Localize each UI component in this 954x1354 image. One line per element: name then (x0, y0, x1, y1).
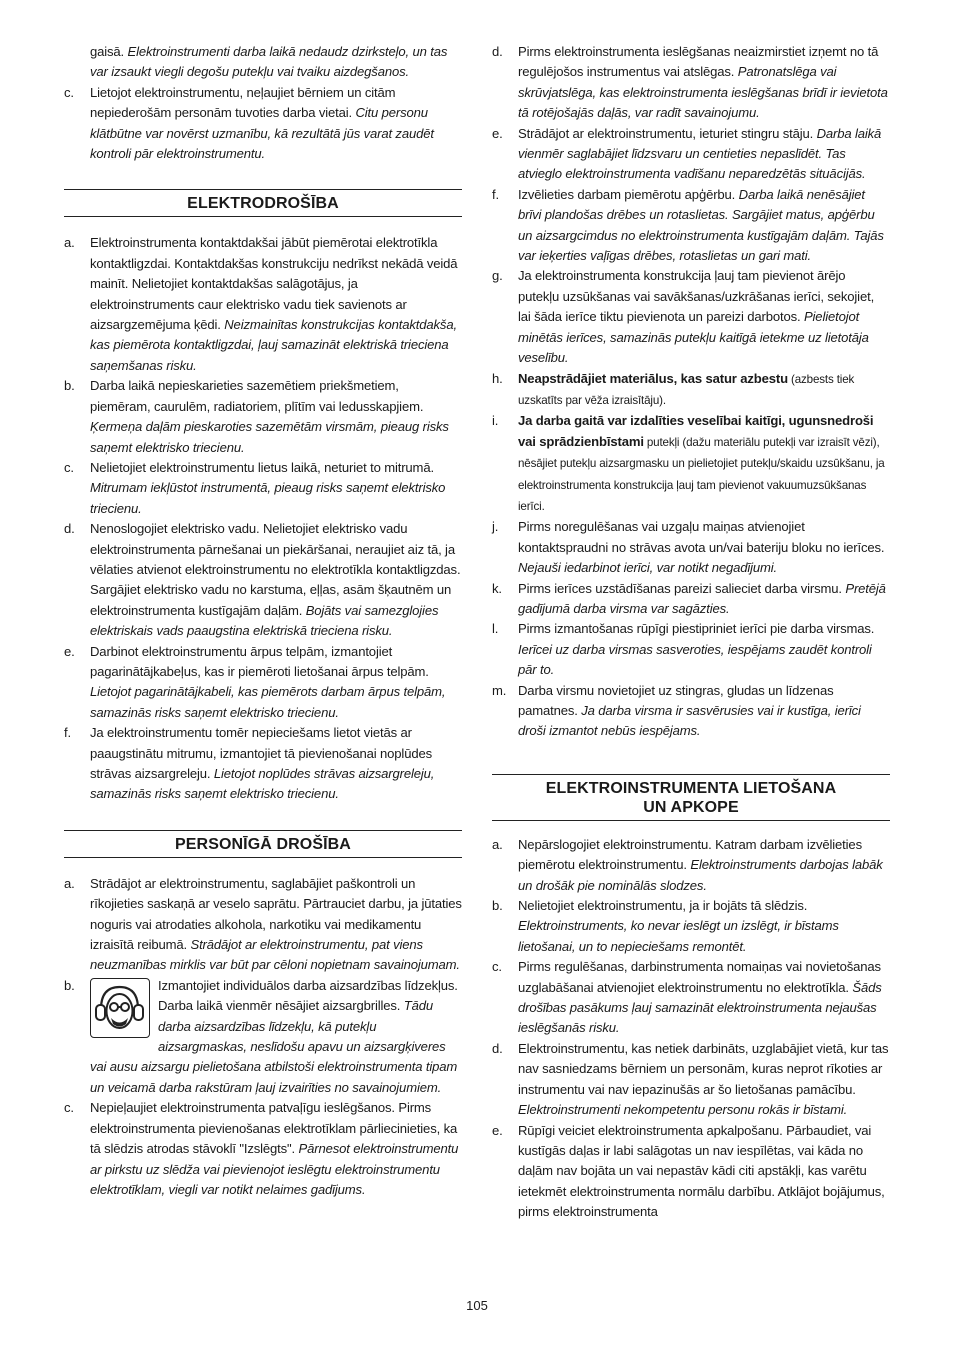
item-text: Pirms regulēšanas, darbinstrumenta nomaiņas vai novietošanas uzglabāšanai atvienojiet elektroinstrumentu no elektrotīkla. (518, 959, 881, 995)
item-label: d. (64, 521, 75, 537)
item-label: a. (492, 836, 503, 852)
item-label: b. (64, 977, 75, 993)
item-italic-text: Nejauši iedarbinot ierīci, var notikt negadījumi. (518, 560, 778, 576)
item-bold-text: Ja darba gaitā var izdalīties veselībai kaitīgi, ugunsnedroši vai sprādzienbīstami (518, 413, 874, 449)
item-label: f. (492, 186, 499, 202)
item-label: i. (492, 413, 499, 429)
item-label: b. (64, 378, 75, 394)
intro-italic-text: Elektroinstrumenti darba laikā nedaudz dzirksteļo, un tas var izsaukt viegli degošu putekļu vai tvaiku aizdegšanos. (90, 44, 448, 80)
item-label: a. (64, 875, 75, 891)
item-label: e. (492, 125, 503, 141)
list-item (64, 519, 462, 641)
item-label: c. (64, 1100, 74, 1116)
item-italic-text: Elektroinstruments darbojas labāk un drošāk pie nominālās slodzes. (518, 857, 883, 893)
item-text: Nelietojiet elektroinstrumentu, ja ir bojāts tā slēdzis. (518, 898, 808, 914)
electrical-list (64, 233, 462, 804)
list-item (492, 579, 890, 620)
item-text: Darba virsmu novietojiet uz stingras, gludas un līdzenas pamatnes. (518, 682, 834, 718)
list-item (492, 1039, 890, 1121)
item-small-text: putekļi (dažu materiālu putekļi var izraisīt vēzi), nēsājiet putekļu aizsargmasku un pielietojiet putekļu/skaidu uzsūkšanu, ja elektroinstrumenta konstrukcija ļauj tam pievienot vakuumuzsūkšanas ierīci. (518, 435, 885, 513)
item-label: m. (492, 682, 507, 698)
item-italic-text: Elektroinstrumenti nekompetentu personu rokās ir bīstami. (518, 1102, 848, 1118)
item-text: Strādājot ar elektroinstrumentu, saglabājiet paškontroli un rīkojieties saskaņā ar veselo saprātu. Pārtrauciet darbu, ja jūtaties noguris vai atrodaties alkohola, narkotiku vai medikamentu izraisītā reibumā. (90, 875, 462, 953)
item-text: Nelietojiet elektroinstrumentu lietus laikā, neturiet to mitrumā. (90, 459, 434, 475)
item-italic-text: Ierīcei uz darba virsmas sasveroties, iespējams zaudēt kontroli pār to. (518, 641, 872, 678)
list-item (492, 957, 890, 1039)
item-label: c. (492, 959, 502, 975)
intro-paragraph (64, 42, 462, 83)
item-text: Lietojot elektroinstrumentu, neļaujiet bērniem un citām nepiederošām personām tuvoties darba vietai. (90, 84, 396, 121)
item-italic-text: Citu personu klātbūtne var novērst uzmanību, kā rezultātā jūs varat zaudēt kontroli pār elektroinstrumentu. (90, 105, 434, 162)
item-text: Pirms ierīces uzstādīšanas pareizi salieciet darba virsmu. (518, 580, 846, 596)
item-text: Strādājot ar elektroinstrumentu, ieturiet stingru stāju. (518, 125, 817, 141)
item-text: Izvēlieties darbam piemērotu apģērbu. (518, 186, 739, 202)
heading-line-2: UN APKOPE (643, 798, 739, 816)
protective-gear-icon (90, 978, 150, 1038)
list-item (64, 83, 462, 165)
item-label: d. (492, 1040, 503, 1056)
item-text: Izmantojiet individuālos darba aizsardzības līdzekļus. Darba laikā vienmēr nēsājiet aizsargbrilles. (158, 977, 458, 1014)
item-label: a. (64, 235, 75, 251)
right-column (492, 42, 890, 1223)
item-label: f. (64, 725, 71, 741)
item-italic-text: Darba laikā vienmēr saglabājiet līdzsvaru un centieties nepaslīdēt. Tas atvieglo elektroinstrumenta vadīšanu neparedzētās situācijās. (518, 125, 882, 182)
item-small-text: (azbests tiek uzskatīts par vēža izraisītāju). (518, 372, 855, 407)
item-italic-text: Pretējā gadījumā darba virsma var sagāzties. (518, 580, 886, 616)
list-item (492, 1121, 890, 1223)
item-text: Pirms noregulēšanas vai uzgaļu maiņas atvienojiet kontaktspraudni no strāvas avota un/vai bateriju bloku no ierīces. (518, 519, 885, 555)
item-italic-text: Lietojot pagarinātājkabeli, kas piemērots darbam ārpus telpām, samazinās risks saņemt elektrisko triecienu. (90, 684, 446, 720)
list-item (492, 681, 890, 742)
item-italic-text: Bojāts vai samezglojies elektriskais vads paaugstina elektriskā trieciena risku. (90, 602, 439, 639)
item-text: Darbinot elektroinstrumentu ārpus telpām, izmantojiet pagarinātājkabeļus, kas ir piemēroti lietošanai ārpus telpām. (90, 643, 429, 679)
list-item (492, 896, 890, 957)
item-italic-text: Pārnesot elektroinstrumentu ar pirkstu uz slēdža vai pievienojot ieslēgtu elektroinstrumentu elektrotīklam, viegli var notikt nelaimes gadījums. (90, 1141, 459, 1197)
item-italic-text: Šāds drošības pasākums ļauj samazināt elektroinstrumenta nejaušas ieslēgšanās risku. (518, 979, 882, 1036)
item-label: j. (492, 519, 499, 535)
list-item (64, 1098, 462, 1200)
item-italic-text: Ja darba virsma ir sasvērusies vai ir kustīga, ierīci droši izmantot nebūs iespējams. (518, 703, 861, 739)
item-bold-text: Neapstrādājiet materiālus, kas satur azbestu (518, 370, 788, 386)
list-item (492, 185, 890, 267)
list-item (492, 124, 890, 185)
item-italic-text: Ķermeņa daļām pieskaroties sazemētām virsmām, pieaug risks saņemt elektrisko triecienu. (90, 419, 449, 455)
section-heading-electrical: ELEKTRODROŠĪBA (64, 189, 462, 217)
item-italic-text: Mitrumam iekļūstot instrumentā, pieaug risks saņemt elektrisko triecienu. (90, 480, 446, 516)
section-heading-usage (492, 774, 890, 821)
item-text: Nenoslogojiet elektrisko vadu. Nelietojiet elektrisko vadu elektroinstrumenta pārnešanai un piekāršanai, neraujiet aiz tā, ja vēlaties atvienot elektroinstrumentu no elektrotīkla kontaktligzdas. Sargājiet elektrisko vadu no karstuma, eļļas, asām šķautnēm un elektroinstrumenta kustīgajām daļām. (90, 521, 461, 618)
item-label: c. (64, 459, 74, 475)
section-heading-personal: PERSONĪGĀ DROŠĪBA (64, 830, 462, 858)
item-label: l. (492, 621, 499, 637)
list-item (492, 266, 890, 368)
item-label: d. (492, 44, 503, 59)
item-italic-text: Strādājot ar elektroinstrumentu, pat viens neuzmanības mirklis var būt par cēloni nopietnam savainojumam. (90, 937, 460, 973)
item-text: Pirms izmantošanas rūpīgi piestipriniet ierīci pie darba virsmas. (518, 621, 875, 637)
list-item (492, 619, 890, 680)
item-italic-text: Neizmainītas konstrukcijas kontaktdakša, kas piemērota kontaktligzdai, ļauj samazināt elektriskā trieciena saņemšanas risku. (90, 317, 457, 373)
list-item (492, 369, 890, 412)
item-label: k. (492, 580, 502, 596)
list-item (64, 976, 462, 1098)
item-italic-text: Elektroinstruments, ko nevar ieslēgt un izslēgt, ir bīstams lietošanai, un to nepieciešams remontēt. (518, 918, 839, 954)
intro-text: gaisā. (90, 44, 128, 59)
item-text: Elektroinstrumenta kontaktdakšai jābūt piemērotai elektrotīkla kontaktligzdai. Kontaktdakšas konstrukciju nedrīkst nekādā veidā mainīt. Nelietojiet kontaktdakšas salāgotājus, ja elektroinstruments caur elektrisko vadu tiek savienots ar aizsargzemējuma ķēdi. (90, 235, 458, 333)
usage-list (492, 835, 890, 1223)
list-item (492, 411, 890, 517)
item-italic-text: Pielietojot minētās ierīces, samazinās putekļu kaitīgā ietekme uz lietotāja veselību. (518, 309, 869, 366)
list-item (492, 42, 890, 124)
list-item (492, 517, 890, 578)
item-italic-text: Darba laikā nenēsājiet brīvi plandošas drēbes un rotaslietas. Sargājiet matus, apģērbu un aizsargcimdus no elektroinstrumenta kustīgajām daļām. Tajās var ieķerties vaļīgas drēbes, rotaslietas un gari mati. (518, 186, 884, 264)
item-text: Darba laikā nepieskarieties sazemētiem priekšmetiem, piemēram, caurulēm, radiatoriem, plītīm vai ledusskapjiem. (90, 378, 424, 414)
item-text: Nepārslogojiet elektroinstrumentu. Katram darbam izvēlieties piemērotu elektroinstrumentu. (518, 836, 862, 873)
item-label: b. (492, 898, 503, 914)
item-italic-text: Lietojot noplūdes strāvas aizsargreleju, samazinās risks saņemt elektrisko triecienu. (90, 766, 435, 802)
page-number: 105 (466, 1298, 488, 1313)
list-item (64, 376, 462, 458)
item-italic-text: Patronatslēga vai skrūvjatslēga, kas elektroinstrumenta ieslēgšanas brīdī ir ievietota tā rotējošajās daļās, var radīt savainojumu. (518, 64, 888, 121)
item-label: c. (64, 84, 74, 100)
item-text: Elektroinstrumentu, kas netiek darbināts, uzglabājiet vietā, kur tas nav sasniedzams bērniem un personām, kuras neprot rīkoties ar instrumentu vai nav iepazinušās ar šo lietošanas pamācību. (518, 1040, 889, 1097)
item-label: h. (492, 370, 503, 386)
list-item (64, 233, 462, 376)
item-label: e. (492, 1122, 503, 1138)
item-text: Ja elektroinstrumentu tomēr nepieciešams lietot vietās ar paaugstinātu mitrumu, izmantojiet tā pievienošanai noplūdes strāvas aizsargreleju. (90, 725, 432, 781)
list-item (64, 874, 462, 976)
list-item (64, 642, 462, 724)
item-italic-text: Tādu darba aizsardzības līdzekļu, kā putekļu aizsargmaskas, neslīdošu apavu un aizsargķiveres vai ausu aizsargu pielietošana atbilstoši elektroinstrumenta tipam un veicamā darba rakstūram ļauj izvairīties no savainojumiem. (90, 998, 458, 1095)
left-column (64, 42, 462, 1200)
item-label: g. (492, 268, 503, 284)
item-text: Pirms elektroinstrumenta ieslēgšanas neaizmirstiet izņemt no tā regulējošos instrumentus vai atslēgas. (518, 44, 879, 80)
heading-line-1: ELEKTROINSTRUMENTA LIETOŠANA (545, 779, 837, 797)
list-item (492, 835, 890, 896)
item-text: Rūpīgi veiciet elektroinstrumenta apkalpošanu. Pārbaudiet, vai kustīgās daļas ir labi salāgotas un nav iespīlētas, vai kāda no daļām nav bojāta un vai nepastāv kādi citi apstākļi, kas varētu ietekmēt elektroinstrumenta normālu darbību. Atklājot bojājumus, pirms elektroinstrumenta (518, 1122, 885, 1220)
item-label: e. (64, 643, 75, 659)
item-text: Ja elektroinstrumenta konstrukcija ļauj tam pievienot ārējo putekļu uzsūkšanas vai savākšanas/uzkrāšanas ierīci, sekojiet, lai šāda ierīce tiktu pievienota un pareizi darbotos. (518, 268, 875, 325)
item-text: Nepieļaujiet elektroinstrumenta patvaļīgu ieslēgšanos. Pirms elektroinstrumenta pievienošanas elektrotīklam pārliecinieties, ka tā slēdzis atrodas stāvoklī "Izslēgts". (90, 1100, 458, 1157)
list-item (64, 723, 462, 805)
list-item (64, 458, 462, 519)
